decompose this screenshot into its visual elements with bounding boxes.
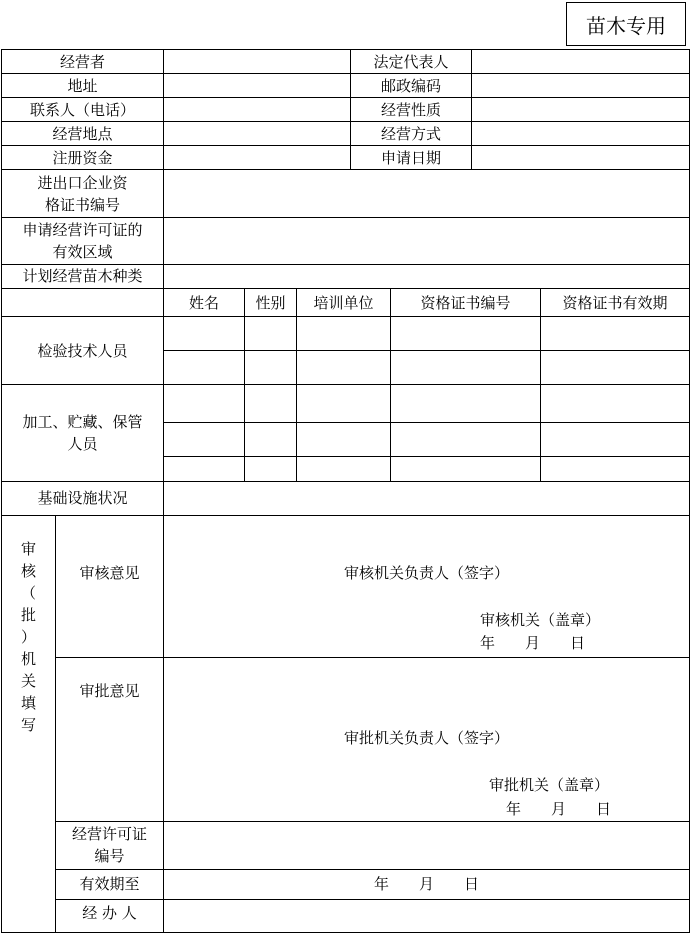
- import-export-cert-field[interactable]: [164, 170, 690, 217]
- approval-signer-line: 审批机关负责人（签字）: [344, 728, 510, 747]
- side-char: （: [20, 583, 36, 602]
- side-char: 关: [20, 671, 36, 690]
- audit-seal-line: 审核机关（盖章）: [480, 610, 601, 629]
- processing-cert-no-3[interactable]: [391, 456, 541, 481]
- valid-until-field[interactable]: [164, 869, 690, 899]
- processing-gender-2[interactable]: [245, 422, 297, 456]
- operator-label: 经营者: [2, 50, 164, 74]
- side-char: 写: [20, 715, 36, 734]
- processing-cert-no-1[interactable]: [391, 385, 541, 422]
- header-training-unit: 培训单位: [297, 288, 391, 316]
- business-nature-field[interactable]: [472, 98, 690, 122]
- side-char: 填: [20, 693, 36, 712]
- header-cert-validity: 资格证书有效期: [541, 288, 690, 316]
- processing-name-1[interactable]: [164, 385, 245, 422]
- import-export-cert-line2: 格证书编号: [45, 195, 121, 214]
- inspector-gender-2[interactable]: [245, 351, 297, 385]
- approval-opinion-field[interactable]: [164, 657, 690, 822]
- postal-code-field[interactable]: [472, 74, 690, 98]
- audit-signer-line: 审核机关负责人（签字）: [344, 563, 510, 582]
- header-name: 姓名: [164, 288, 245, 316]
- business-nature-label: 经营性质: [351, 98, 472, 122]
- processing-gender-1[interactable]: [245, 385, 297, 422]
- audit-date-line: 年 月 日: [480, 633, 586, 652]
- import-export-cert-label: [2, 170, 164, 217]
- license-no-label: [56, 822, 164, 869]
- processing-name-3[interactable]: [164, 456, 245, 481]
- seedling-only-stamp: 苗木专用: [566, 2, 686, 46]
- handler-field[interactable]: [164, 899, 690, 932]
- inspector-cert-no-2[interactable]: [391, 351, 541, 385]
- processing-cert-validity-2[interactable]: [541, 422, 690, 456]
- inspector-label: 检验技术人员: [2, 317, 164, 385]
- side-char: 审: [20, 539, 36, 558]
- approval-seal-line: 审批机关（盖章）: [489, 775, 610, 794]
- valid-region-field[interactable]: [164, 217, 690, 264]
- header-cert-no: 资格证书编号: [391, 288, 541, 316]
- processing-staff-label: [2, 385, 164, 481]
- review-authority-side-label: [2, 515, 56, 932]
- staff-header-blank: [2, 288, 164, 316]
- side-char: 批: [20, 605, 36, 624]
- contact-field[interactable]: [164, 98, 351, 122]
- registered-capital-field[interactable]: [164, 146, 351, 170]
- valid-until-date: 年 月 日: [374, 875, 480, 894]
- processing-staff-line2: 人员: [67, 435, 98, 454]
- processing-name-2[interactable]: [164, 422, 245, 456]
- address-label: 地址: [2, 74, 164, 98]
- side-char: 机: [20, 649, 36, 668]
- legal-rep-field[interactable]: [472, 50, 690, 74]
- valid-region-line2: 有效区域: [52, 242, 113, 261]
- legal-rep-label: 法定代表人: [351, 50, 472, 74]
- planned-species-label: 计划经营苗木种类: [2, 264, 164, 288]
- processing-training-1[interactable]: [297, 385, 391, 422]
- processing-gender-3[interactable]: [245, 456, 297, 481]
- business-mode-label: 经营方式: [351, 122, 472, 146]
- processing-training-3[interactable]: [297, 456, 391, 481]
- registered-capital-label: 注册资金: [2, 146, 164, 170]
- audit-opinion-field[interactable]: [164, 515, 690, 657]
- processing-cert-no-2[interactable]: [391, 422, 541, 456]
- license-no-field[interactable]: [164, 822, 690, 869]
- operator-field[interactable]: [164, 50, 351, 74]
- approval-date-line: 年 月 日: [506, 799, 612, 818]
- valid-until-label: 有效期至: [56, 869, 164, 899]
- inspector-training-2[interactable]: [297, 351, 391, 385]
- inspector-training-1[interactable]: [297, 317, 391, 351]
- valid-region-line1: 申请经营许可证的: [22, 220, 143, 239]
- inspector-cert-no-1[interactable]: [391, 317, 541, 351]
- address-field[interactable]: [164, 74, 351, 98]
- business-location-field[interactable]: [164, 122, 351, 146]
- valid-region-label: [2, 217, 164, 264]
- processing-staff-line1: 加工、贮藏、保管: [22, 413, 143, 432]
- contact-label: 联系人（电话）: [2, 98, 164, 122]
- handler-label: 经 办 人: [56, 899, 164, 932]
- side-char: ）: [20, 627, 36, 646]
- apply-date-field[interactable]: [472, 146, 690, 170]
- inspector-gender-1[interactable]: [245, 317, 297, 351]
- apply-date-label: 申请日期: [351, 146, 472, 170]
- import-export-cert-line1: 进出口企业资: [37, 173, 128, 192]
- processing-training-2[interactable]: [297, 422, 391, 456]
- processing-cert-validity-3[interactable]: [541, 456, 690, 481]
- audit-opinion-label: 审核意见: [56, 515, 164, 657]
- inspector-cert-validity-1[interactable]: [541, 317, 690, 351]
- inspector-name-1[interactable]: [164, 317, 245, 351]
- header-gender: 性别: [245, 288, 297, 316]
- inspector-cert-validity-2[interactable]: [541, 351, 690, 385]
- side-char: 核: [20, 561, 36, 580]
- license-no-line1: 经营许可证: [72, 825, 148, 844]
- business-location-label: 经营地点: [2, 122, 164, 146]
- infrastructure-field[interactable]: [164, 481, 690, 515]
- application-form-table: [1, 49, 690, 933]
- business-mode-field[interactable]: [472, 122, 690, 146]
- approval-opinion-label: 审批意见: [56, 657, 164, 822]
- license-no-line2: 编号: [94, 847, 125, 866]
- processing-cert-validity-1[interactable]: [541, 385, 690, 422]
- postal-code-label: 邮政编码: [351, 74, 472, 98]
- inspector-name-2[interactable]: [164, 351, 245, 385]
- infrastructure-label: 基础设施状况: [2, 481, 164, 515]
- planned-species-field[interactable]: [164, 264, 690, 288]
